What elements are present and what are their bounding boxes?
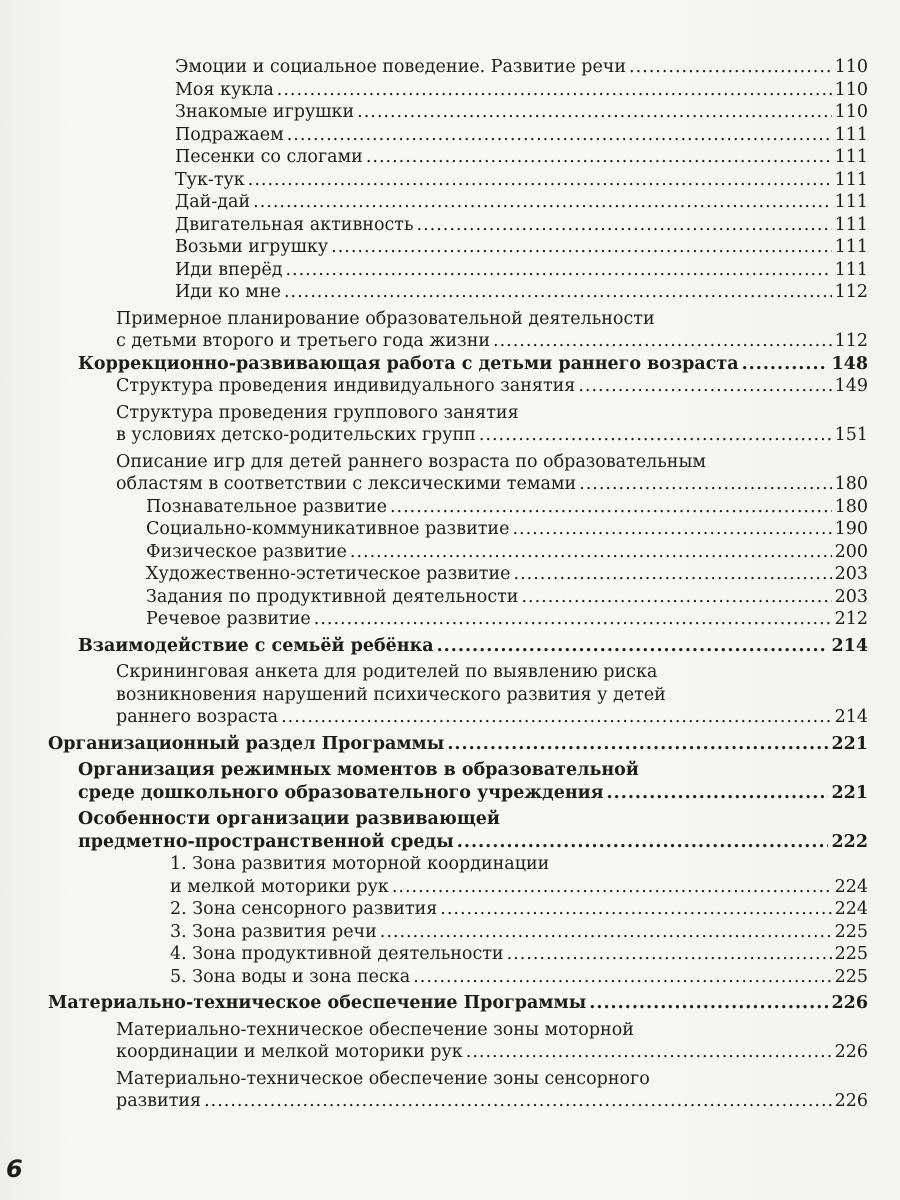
- dot-leader: [742, 353, 829, 376]
- toc-entry-title-line: и мелкой моторики рук: [170, 876, 389, 897]
- dot-leader: [350, 541, 832, 564]
- toc-entry[interactable]: [170, 898, 868, 921]
- toc-entry-row: [175, 259, 868, 282]
- toc-page-number: 110: [834, 57, 868, 77]
- toc-entry-title-line: раннего возраста: [116, 707, 279, 727]
- toc-page-number: 111: [834, 147, 868, 167]
- toc-page-number: 200: [834, 541, 868, 562]
- toc-page-number: 111: [834, 124, 868, 145]
- dot-leader: [285, 259, 831, 282]
- toc-entry-row: [78, 782, 868, 805]
- toc-entry[interactable]: [116, 402, 868, 447]
- toc-page-number: 112: [834, 331, 868, 351]
- toc-page-number: 111: [834, 169, 868, 190]
- toc-entry-row: [116, 330, 868, 353]
- page-number: 6: [6, 1155, 23, 1183]
- toc-page-number: 148: [831, 353, 868, 374]
- toc-entry-title-line: Структура проведения индивидуального занятия: [116, 376, 576, 396]
- toc-page-number: 151: [834, 425, 868, 445]
- dot-leader: [287, 124, 832, 147]
- toc-entry[interactable]: [78, 635, 868, 658]
- toc-entry-title-line: 4. Зона продуктивной деятельности: [170, 944, 504, 964]
- toc-entry-title-line: Знакомые игрушки: [175, 102, 355, 122]
- toc-entry[interactable]: [48, 733, 868, 756]
- dot-leader: [512, 518, 831, 541]
- toc-entry[interactable]: [175, 56, 868, 79]
- toc-entry-title-line: Подражаем: [175, 124, 284, 145]
- dot-leader: [507, 943, 832, 966]
- toc-entry-title-line: Задания по продуктивной деятельности: [146, 586, 519, 607]
- dot-leader: [417, 214, 832, 237]
- toc-entry-row: [175, 146, 868, 169]
- dot-leader: [357, 101, 831, 124]
- dot-leader: [281, 706, 832, 729]
- toc-entry-row: [175, 124, 868, 147]
- toc-entry[interactable]: [78, 808, 868, 853]
- dot-leader: [447, 733, 828, 756]
- dot-leader: [413, 966, 831, 989]
- toc-entry-row: [116, 375, 868, 398]
- dot-leader: [440, 898, 831, 921]
- dot-leader: [629, 56, 832, 79]
- toc-page-number: 111: [834, 259, 868, 280]
- dot-leader: [380, 921, 832, 944]
- toc-entry-row: [78, 353, 868, 376]
- toc-page-number: 149: [834, 376, 868, 396]
- toc-page-number: 212: [834, 609, 868, 629]
- toc-entry[interactable]: [146, 563, 868, 586]
- toc-entry-row: [170, 876, 868, 899]
- toc-entry-title-line: Возьми игрушку: [175, 237, 329, 257]
- dot-leader: [204, 1090, 832, 1113]
- toc-page-number: 203: [834, 586, 868, 607]
- toc-entry[interactable]: [146, 518, 868, 541]
- dot-leader: [284, 281, 832, 304]
- toc-entry-row: [146, 518, 868, 541]
- toc-entry-title-line: 5. Зона воды и зона песка: [170, 966, 411, 987]
- toc-entry-title-line: Описание игр для детей раннего возраста по образовательным: [116, 451, 707, 472]
- toc-entry-row: [175, 101, 868, 124]
- dot-leader: [331, 236, 831, 259]
- toc-entry[interactable]: [175, 79, 868, 102]
- toc-entry[interactable]: [146, 608, 868, 631]
- dot-leader: [589, 992, 828, 1015]
- toc-page-number: 226: [831, 993, 868, 1013]
- toc-entry[interactable]: [175, 101, 868, 124]
- dot-leader: [578, 375, 831, 398]
- toc-page-number: 222: [831, 831, 868, 852]
- toc-entry[interactable]: [146, 586, 868, 609]
- toc-entry[interactable]: [175, 214, 868, 237]
- toc-page-number: 214: [834, 707, 868, 727]
- toc-page-number: 111: [834, 192, 868, 212]
- toc-entry[interactable]: [116, 1068, 868, 1113]
- toc-entry[interactable]: [116, 1019, 868, 1064]
- dot-leader: [437, 635, 829, 658]
- toc-entry-row: [116, 424, 868, 447]
- toc-entry-title-line: Взаимодействие с семьёй ребёнка: [78, 635, 434, 656]
- toc-page-number: 225: [834, 944, 868, 964]
- toc-entry-title-line: Двигательная активность: [175, 214, 414, 235]
- toc-entry-title-line: Особенности организации развивающей: [78, 809, 500, 829]
- toc-entry-title-line: среде дошкольного образовательного учреждения: [78, 782, 604, 803]
- toc-entry-title-line: Познавательное развитие: [146, 496, 387, 517]
- toc-entry[interactable]: [175, 146, 868, 169]
- dot-leader: [514, 563, 832, 586]
- toc-entry-row: [78, 831, 868, 854]
- dot-leader: [366, 146, 832, 169]
- toc-entry-row: [146, 541, 868, 564]
- toc-entry-title-line: с детьми второго и третьего года жизни: [116, 331, 491, 351]
- toc-entry-title-line: Организационный раздел Программы: [48, 733, 445, 754]
- toc-entry-title-line: Моя кукла: [175, 79, 274, 100]
- toc-entry-row: [175, 56, 868, 79]
- toc-entry-row: [175, 236, 868, 259]
- toc-page-number: 111: [834, 214, 868, 235]
- toc-page-number: 203: [834, 564, 868, 584]
- toc-page-number: 221: [831, 733, 868, 754]
- toc-entry[interactable]: [116, 375, 868, 398]
- toc-entry-title-line: Структура проведения группового занятия: [116, 402, 519, 423]
- toc-entry-row: [116, 1041, 868, 1064]
- toc-entry-row: [116, 706, 868, 729]
- dot-leader: [607, 782, 829, 805]
- toc-entry-title-line: Организация режимных моментов в образовательной: [78, 760, 639, 780]
- toc-entry-row: [170, 898, 868, 921]
- toc-entry-title-line: Иди вперёд: [175, 259, 283, 280]
- toc-entry-title-line: 2. Зона сенсорного развития: [170, 899, 438, 919]
- toc-page-number: 226: [834, 1091, 868, 1111]
- toc-page-number: 190: [834, 519, 868, 539]
- toc-entry-row: [146, 563, 868, 586]
- toc-entry-title-line: координации и мелкой моторики рук: [116, 1042, 463, 1062]
- toc-entry-row: [48, 733, 868, 756]
- toc-entry[interactable]: [175, 124, 868, 147]
- dot-leader: [579, 473, 831, 496]
- toc-entry-row: [170, 966, 868, 989]
- dot-leader: [466, 1041, 832, 1064]
- toc-entry-row: [146, 496, 868, 519]
- toc-entry-title-line: Художественно-эстетическое развитие: [146, 564, 511, 584]
- toc-entry-row: [175, 79, 868, 102]
- toc-entry-title-line: Тук-тук: [175, 169, 245, 190]
- toc-page-number: 111: [834, 237, 868, 257]
- toc-entry-title-line: Материально-техническое обеспечение Программы: [48, 993, 587, 1013]
- toc-page-number: 224: [834, 899, 868, 919]
- toc-entry[interactable]: [78, 759, 868, 804]
- toc-entry[interactable]: [175, 259, 868, 282]
- toc-entry-title-line: Коррекционно-развивающая работа с детьми раннего возраста: [78, 353, 739, 374]
- toc-entry-title-line: развития: [116, 1091, 202, 1111]
- toc-entry-row: [146, 586, 868, 609]
- dot-leader: [253, 191, 831, 214]
- toc-entry[interactable]: [146, 496, 868, 519]
- dot-leader: [457, 831, 829, 854]
- toc-entry[interactable]: [170, 966, 868, 989]
- toc-entry-row: [175, 214, 868, 237]
- toc-page-number: 180: [834, 474, 868, 494]
- toc-entry[interactable]: [175, 281, 868, 304]
- toc-entry-title-line: 3. Зона развития речи: [170, 921, 377, 942]
- toc-entry[interactable]: [170, 921, 868, 944]
- toc-entry-title-line: в условиях детско-родительских групп: [116, 425, 476, 445]
- toc-entry-title-line: Материально-техническое обеспечение зоны сенсорного: [116, 1068, 650, 1089]
- dot-leader: [479, 424, 832, 447]
- toc-page-number: 226: [834, 1042, 868, 1062]
- toc-entry[interactable]: [175, 169, 868, 192]
- toc-entry-title-line: Речевое развитие: [146, 609, 311, 629]
- toc-entry[interactable]: [170, 943, 868, 966]
- toc-entry-title-line: Социально-коммуникативное развитие: [146, 519, 510, 539]
- toc-entry-row: [116, 1090, 868, 1113]
- toc-entry-row: [170, 921, 868, 944]
- toc-page-number: 110: [834, 79, 868, 100]
- toc-page-number: 180: [834, 496, 868, 517]
- toc-page-number: 110: [834, 102, 868, 122]
- toc-entry-title-line: 1. Зона развития моторной координации: [170, 854, 550, 874]
- toc-page-number: 112: [834, 282, 868, 302]
- dot-leader: [248, 169, 832, 192]
- toc-entry-title-line: Скрининговая анкета для родителей по выявлению риска: [116, 662, 658, 682]
- dot-leader: [314, 608, 832, 631]
- toc-entry-title-line: Иди ко мне: [175, 282, 281, 302]
- toc-entry[interactable]: [146, 541, 868, 564]
- dot-leader: [521, 586, 831, 609]
- toc-entry[interactable]: [175, 236, 868, 259]
- toc-page-number: 214: [831, 635, 868, 656]
- toc-entry-title-line: Дай-дай: [175, 192, 251, 212]
- toc-entry-row: [116, 473, 868, 496]
- toc-entry-row: [146, 608, 868, 631]
- toc-entry[interactable]: [116, 661, 868, 729]
- toc-entry[interactable]: [116, 308, 868, 353]
- toc-page-number: 224: [834, 876, 868, 897]
- toc-entry-row: [175, 169, 868, 192]
- dot-leader: [390, 496, 832, 519]
- toc-entry-row: [78, 635, 868, 658]
- toc-entry[interactable]: [170, 853, 868, 898]
- toc-entry-title-line: Эмоции и социальное поведение. Развитие речи: [175, 57, 627, 77]
- toc-entry-row: [175, 281, 868, 304]
- toc-page-number: 221: [831, 782, 868, 803]
- toc-entry-title-line: возникновения нарушений психического развития у детей: [116, 684, 666, 705]
- dot-leader: [392, 876, 832, 899]
- dot-leader: [493, 330, 832, 353]
- toc-entry[interactable]: [78, 353, 868, 376]
- toc-entry[interactable]: [175, 191, 868, 214]
- toc-entry-title-line: Материально-техническое обеспечение зоны моторной: [116, 1019, 634, 1040]
- toc-entry-title-line: областям в соответствии с лексическими темами: [116, 474, 577, 494]
- toc-page-number: 225: [834, 966, 868, 987]
- toc-entry-title-line: Песенки со слогами: [175, 147, 363, 167]
- toc-entry-title-line: предметно-пространственной среды: [78, 831, 454, 852]
- toc-entry-row: [48, 992, 868, 1015]
- toc-entry[interactable]: [116, 451, 868, 496]
- toc-entry-title-line: Примерное планирование образовательной деятельности: [116, 308, 655, 329]
- toc-page-number: 225: [834, 921, 868, 942]
- toc-entry-title-line: Физическое развитие: [146, 541, 347, 562]
- toc-entry[interactable]: [48, 992, 868, 1015]
- dot-leader: [277, 79, 832, 102]
- table-of-contents: [0, 56, 900, 1113]
- toc-entry-row: [175, 191, 868, 214]
- toc-entry-row: [170, 943, 868, 966]
